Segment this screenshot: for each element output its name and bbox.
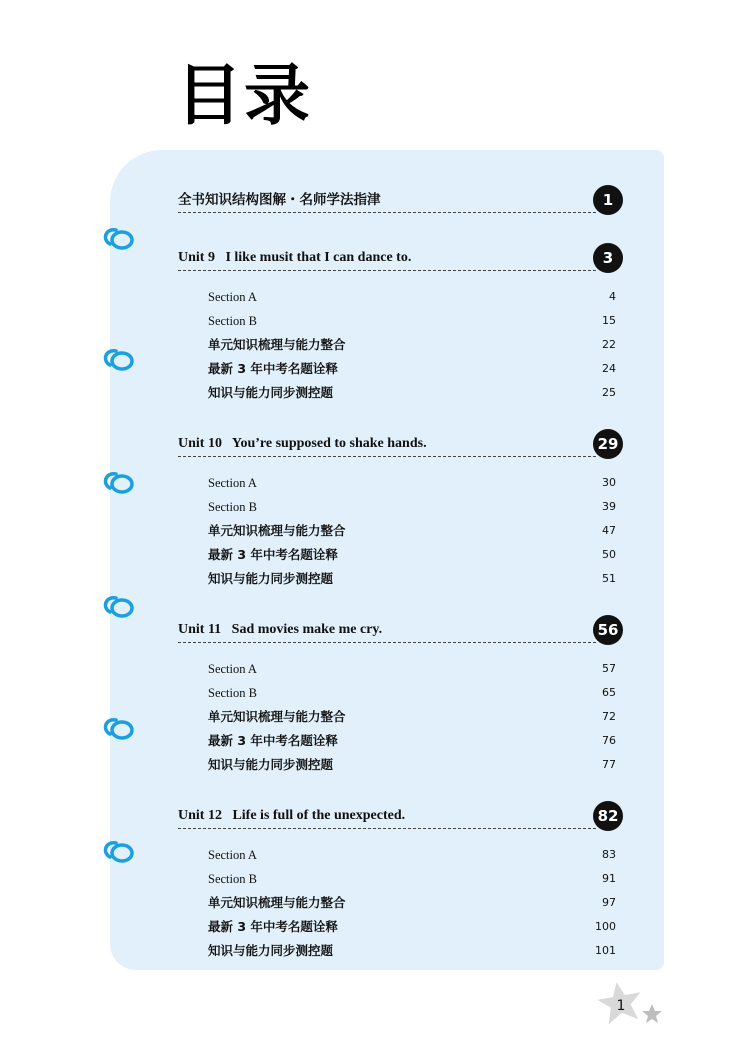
page-badge: 3: [593, 243, 623, 273]
toc-item[interactable]: 单元知识梳理与能力整合: [208, 709, 346, 724]
page-number: 72: [602, 710, 616, 723]
toc-item[interactable]: Section B: [208, 686, 257, 700]
toc-item[interactable]: 知识与能力同步测控题: [208, 943, 334, 958]
dashed-divider: [178, 642, 596, 643]
page-number: 4: [609, 290, 616, 303]
page-number: 25: [602, 386, 616, 399]
toc-item[interactable]: Section B: [208, 872, 257, 886]
toc-item[interactable]: Section A: [208, 662, 257, 676]
page-number: 24: [602, 362, 616, 375]
page-number: 30: [602, 476, 616, 489]
toc-item[interactable]: Section B: [208, 500, 257, 514]
toc-item[interactable]: 最新 3 年中考名题诠释: [208, 919, 338, 934]
page-number: 51: [602, 572, 616, 585]
page-number: 91: [602, 872, 616, 885]
dashed-divider: [178, 212, 596, 213]
page-number: 83: [602, 848, 616, 861]
page-number: 77: [602, 758, 616, 771]
dashed-divider: [178, 270, 596, 271]
binder-ring-icon: [100, 470, 136, 496]
toc-item[interactable]: 单元知识梳理与能力整合: [208, 523, 346, 538]
toc-item[interactable]: 最新 3 年中考名题诠释: [208, 361, 338, 376]
page-number: 65: [602, 686, 616, 699]
page-number: 50: [602, 548, 616, 561]
unit-10-heading[interactable]: Unit 10 You’re supposed to shake hands.: [178, 436, 427, 451]
toc-item[interactable]: 单元知识梳理与能力整合: [208, 895, 346, 910]
page-number: 15: [602, 314, 616, 327]
dashed-divider: [178, 828, 596, 829]
page-number: 22: [602, 338, 616, 351]
toc-item[interactable]: 最新 3 年中考名题诠释: [208, 547, 338, 562]
dashed-divider: [178, 456, 596, 457]
toc-item[interactable]: Section B: [208, 314, 257, 328]
page-badge: 1: [593, 185, 623, 215]
page-badge: 29: [593, 429, 623, 459]
toc-item[interactable]: 最新 3 年中考名题诠释: [208, 733, 338, 748]
page-badge: 82: [593, 801, 623, 831]
unit-12-heading[interactable]: Unit 12 Life is full of the unexpected.: [178, 808, 406, 823]
page-number: 76: [602, 734, 616, 747]
toc-item[interactable]: 知识与能力同步测控题: [208, 571, 334, 586]
page-number: 47: [602, 524, 616, 537]
toc-intro-link[interactable]: 全书知识结构图解・名师学法指津: [178, 192, 381, 208]
toc-item[interactable]: 知识与能力同步测控题: [208, 385, 334, 400]
page-badge: 56: [593, 615, 623, 645]
toc-item[interactable]: Section A: [208, 290, 257, 304]
footer-page-number: 1: [616, 998, 626, 1014]
binder-ring-icon: [100, 716, 136, 742]
page-number: 57: [602, 662, 616, 675]
toc-item[interactable]: Section A: [208, 476, 257, 490]
unit-11-heading[interactable]: Unit 11 Sad movies make me cry.: [178, 622, 383, 637]
page-number: 97: [602, 896, 616, 909]
page-number: 39: [602, 500, 616, 513]
unit-9-heading[interactable]: Unit 9 I like musit that I can dance to.: [178, 250, 412, 265]
toc-item[interactable]: 单元知识梳理与能力整合: [208, 337, 346, 352]
toc-item[interactable]: 知识与能力同步测控题: [208, 757, 334, 772]
binder-ring-icon: [100, 594, 136, 620]
binder-ring-icon: [100, 226, 136, 252]
binder-ring-icon: [100, 839, 136, 865]
page-number: 101: [595, 944, 616, 957]
binder-ring-icon: [100, 347, 136, 373]
page-title: 目录: [176, 57, 312, 134]
page-number: 100: [595, 920, 616, 933]
toc-item[interactable]: Section A: [208, 848, 257, 862]
